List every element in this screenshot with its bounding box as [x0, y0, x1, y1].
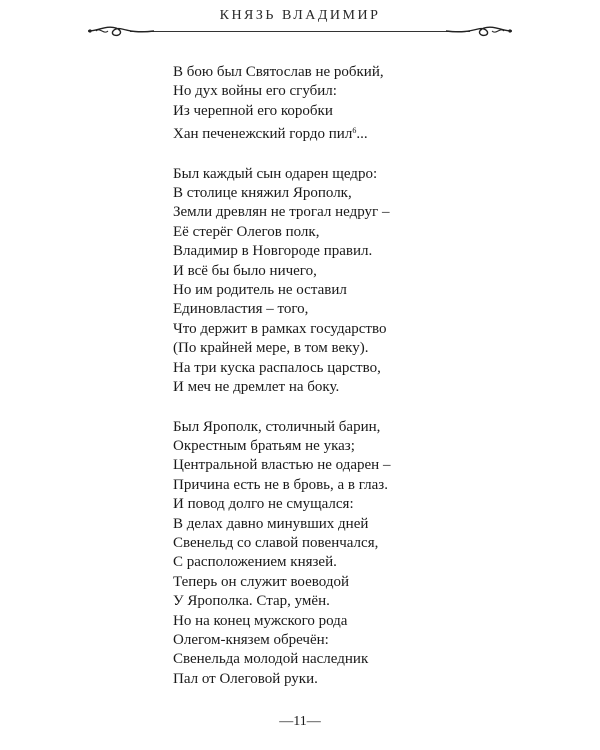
poem-line: Единовластия – того,	[173, 301, 309, 318]
poem-line: У Ярополка. Стар, умён.	[173, 593, 330, 610]
poem-line: И всё бы было ничего,	[173, 262, 317, 279]
poem-line: Что держит в рамках государство	[173, 320, 387, 337]
header-rule	[130, 31, 470, 32]
stanza-3	[173, 418, 473, 690]
poem-line: И повод долго не смущался:	[173, 496, 354, 513]
poem-line: Владимир в Новгороде правил.	[173, 243, 373, 260]
footnote-mark: 6	[352, 126, 357, 136]
poem-line: Был Ярополк, столичный барин,	[173, 418, 381, 435]
poem-line: На три куска распалось царство,	[173, 359, 381, 376]
poem-line: Теперь он служит воеводой	[173, 573, 349, 590]
running-head: КНЯЗЬ ВЛАДИМИР	[219, 8, 381, 23]
poem-line: С расположением князей.	[173, 554, 337, 571]
poem-line-with-footnote	[173, 121, 473, 144]
poem-line: Был каждый сын одарен щедро:	[173, 165, 378, 182]
poem-line: И меч не дремлет на боку.	[173, 379, 340, 396]
poem-line: Окрестным братьям не указ;	[173, 437, 355, 454]
poem-line: Но дух войны его сгубил:	[173, 83, 337, 100]
poem-line: Свенельда молодой наследник	[173, 651, 369, 668]
poem-line: В столице княжил Ярополк,	[173, 185, 352, 202]
poem-line: Из черепной его коробки	[173, 102, 333, 119]
page-number: —11—	[279, 714, 321, 729]
poem-line: Пал от Олеговой руки.	[173, 670, 318, 687]
poem-line: Свенельд со славой повенчался,	[173, 534, 379, 551]
flourish-left-icon	[86, 21, 156, 41]
poem-line: Олегом-князем обречён:	[173, 631, 329, 648]
poem-line: Земли древлян не трогал недруг –	[173, 204, 390, 221]
poem	[173, 63, 473, 709]
poem-line: Центральной властью не одарен –	[173, 457, 391, 474]
poem-line: Но им родитель не оставил	[173, 282, 347, 299]
flourish-right-icon	[444, 21, 514, 41]
poem-line: Её стерёг Олегов полк,	[173, 223, 320, 240]
stanza-1	[173, 63, 473, 145]
poem-line: Причина есть не в бровь, а в глаз.	[173, 476, 388, 493]
ellipsis: ...	[356, 126, 368, 143]
poem-line: В делах давно минувших дней	[173, 515, 369, 532]
poem-line-text: Хан печенежский гордо пил	[173, 126, 353, 143]
poem-line: (По крайней мере, в том веку).	[173, 340, 369, 357]
poem-line: Но на конец мужского рода	[173, 612, 348, 629]
poem-line: В бою был Святослав не робкий,	[173, 64, 384, 80]
stanza-2	[173, 165, 473, 398]
